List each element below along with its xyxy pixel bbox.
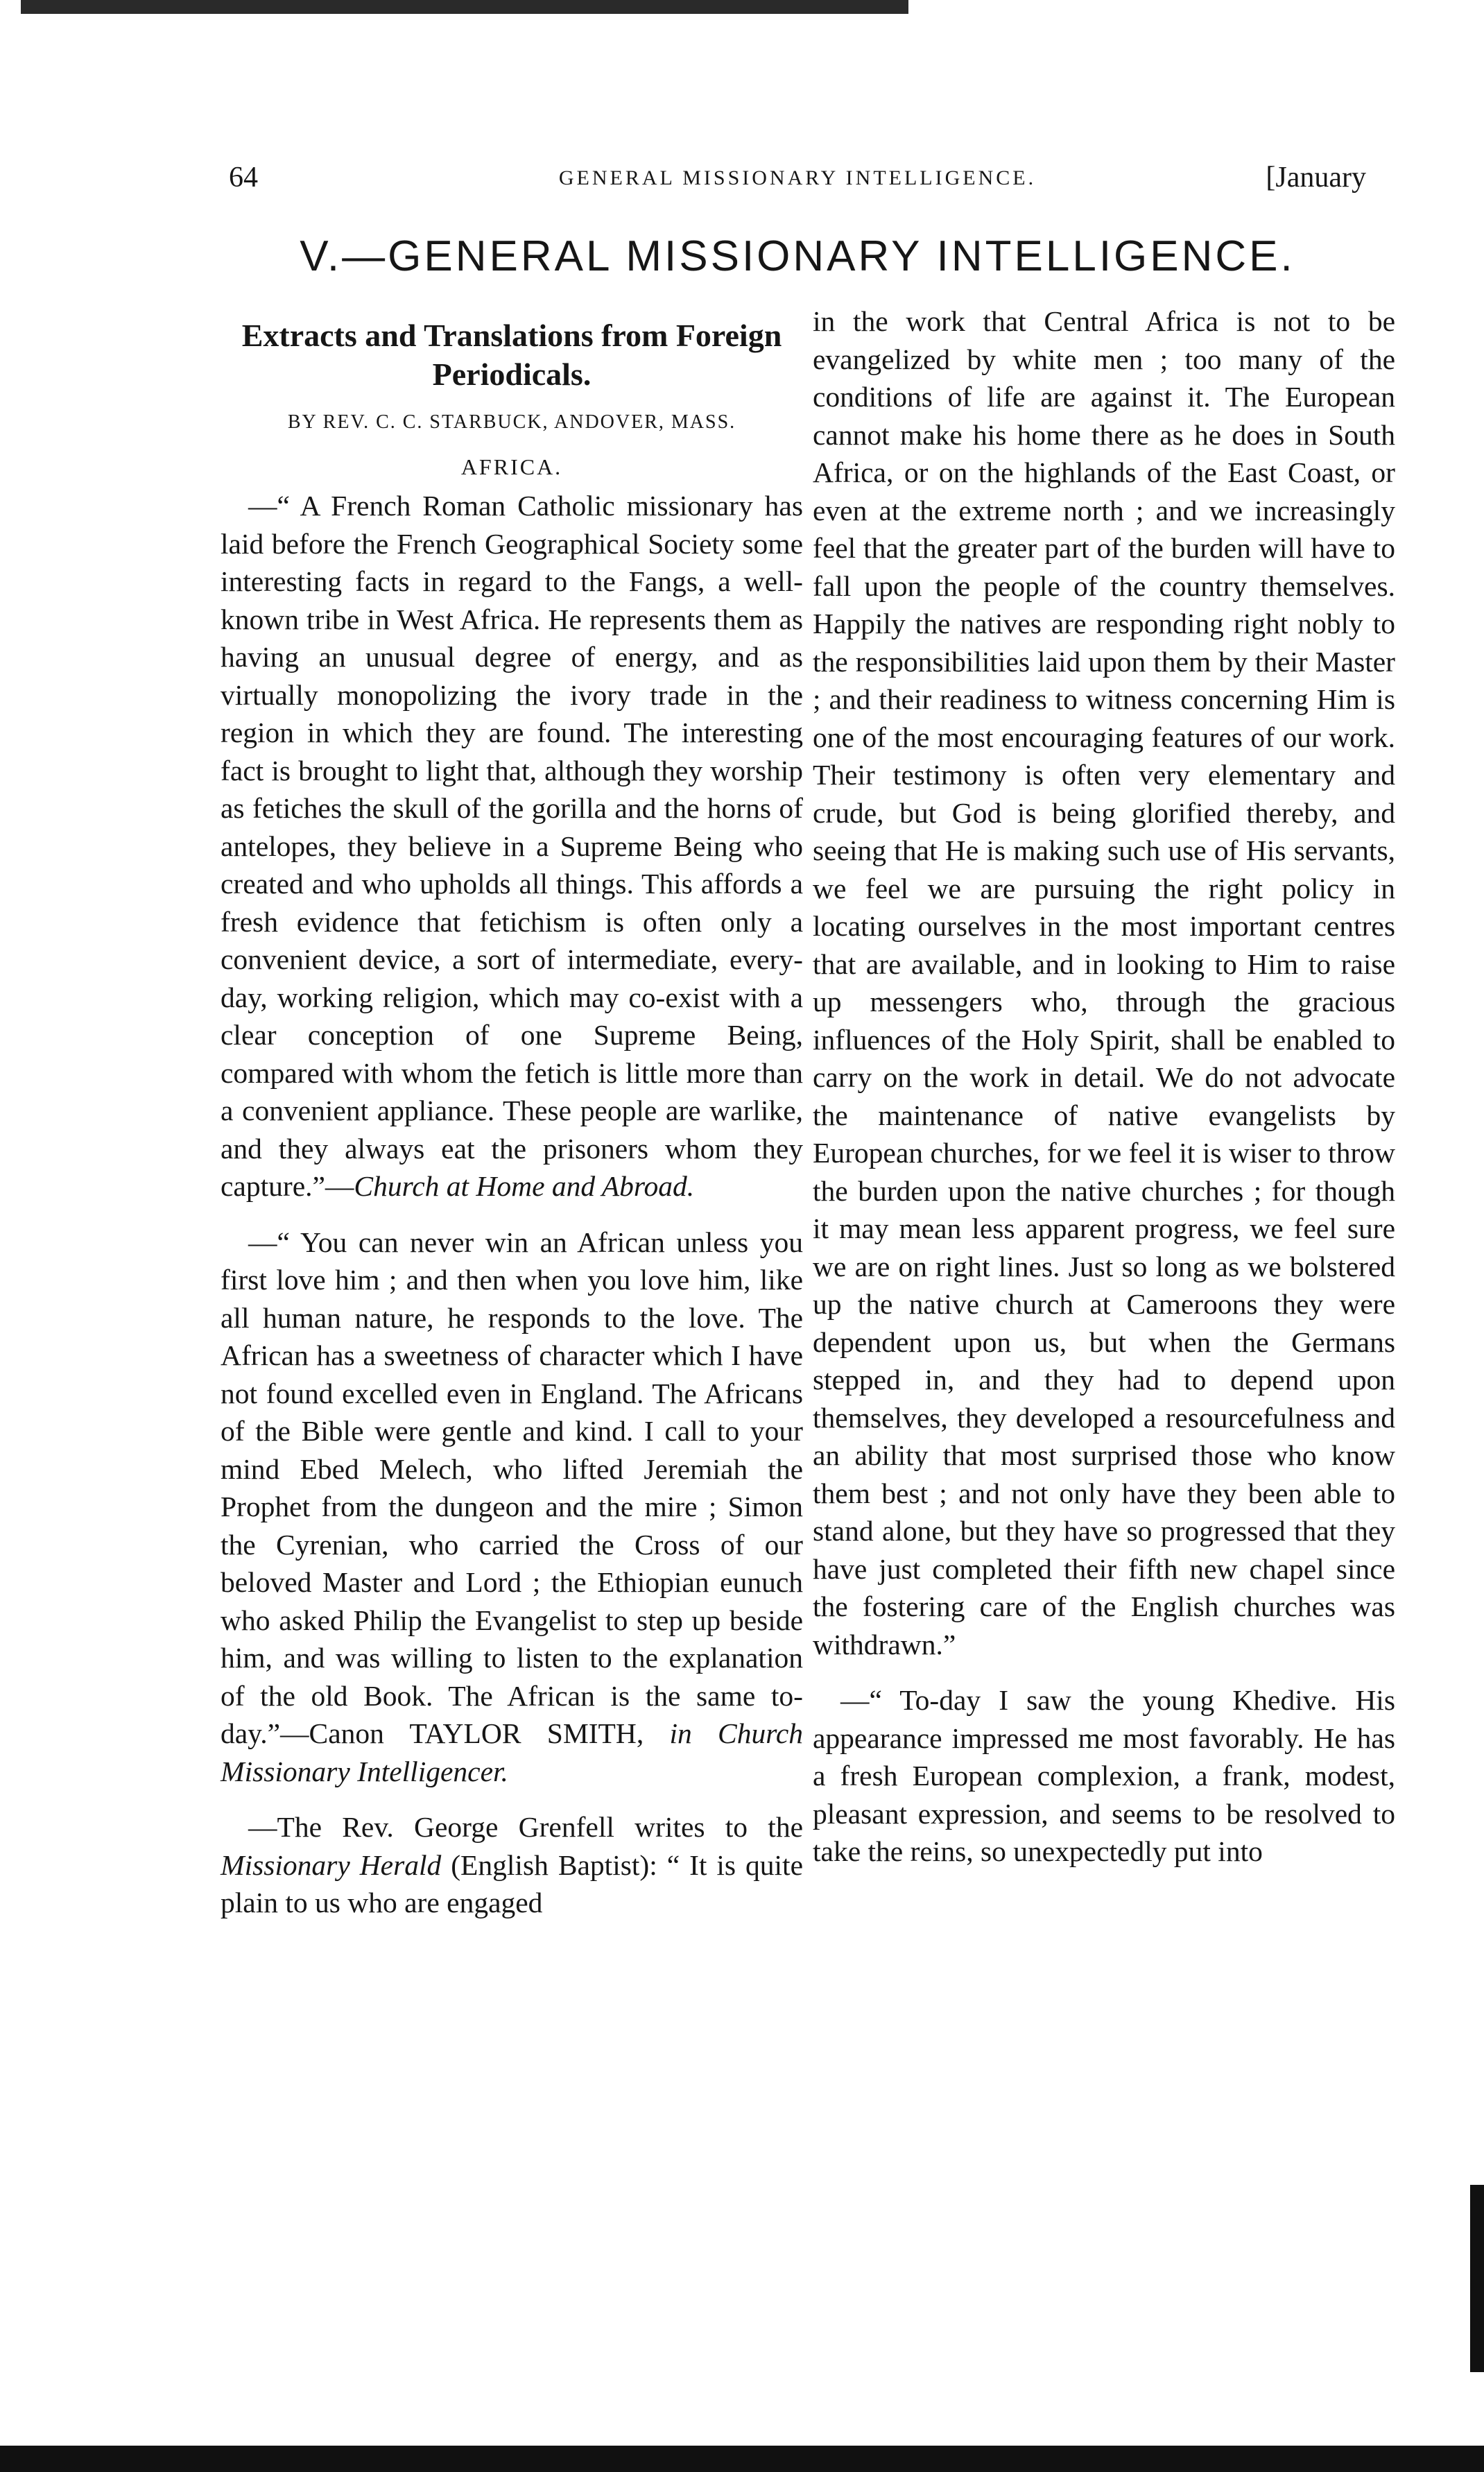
left-column xyxy=(221,302,803,1922)
periodical-name: Missionary Herald xyxy=(221,1848,442,1881)
paragraph-grenfell-continued: in the work that Central Africa is not to be evangelized by white men ; too many of the conditions of life are against it. The European cannot make his home there as he does in South Africa, or on the highlands of the East Coast, or even at the extreme north ; and we increasingly feel that the greater part of the burden will have to fall upon the people of the country themselves. Happily the natives are responding right nobly to the responsibilities laid upon them by their Master ; and their readiness to witness concerning Him is one of the most encouraging features of our work. Their testimony is often very elementary and crude, but God is being glorified thereby, and seeing that He is making such use of His servants, we feel we are pursuing the right policy in locating ourselves in the most important centres that are available, and in looking to Him to raise up messengers who, through the gracious influences of the Holy Spirit, shall be enabled to carry on the work in detail. We do not advocate the maintenance of native evangelists by European churches, for we feel it is wiser to throw the burden upon the native churches ; for though it may mean less apparent progress, we feel sure we are on right lines. Just so long as we bolstered up the native church at Cameroons they were dependent upon us, but when the Germans stepped in, and they had to depend upon themselves, they developed a resourcefulness and an ability that most surprised those who know them best ; and not only have they been able to stand alone, but they have so progressed that they have just completed their fifth new chapel since the fostering care of the English churches was withdrawn.” xyxy=(813,305,1395,1660)
issue-month: [January xyxy=(1266,162,1366,194)
section-title: V.—GENERAL MISSIONARY INTELLIGENCE. xyxy=(300,232,1295,280)
running-title: GENERAL MISSIONARY INTELLIGENCE. xyxy=(558,166,1037,189)
byline: BY REV. C. C. STARBUCK, ANDOVER, MASS. xyxy=(287,411,736,433)
paragraph-african-love xyxy=(221,1224,803,1791)
page-number: 64 xyxy=(229,162,258,194)
source-citation: in Church Missionary Intelligencer. xyxy=(221,1717,803,1787)
region-heading: AFRICA. xyxy=(460,454,563,479)
running-head xyxy=(229,161,1366,203)
article-heading: Extracts and Translations from Foreign Periodicals. xyxy=(241,318,782,392)
paragraph-grenfell-lead: —The Rev. George Grenfell writes to the xyxy=(248,1811,803,1843)
paragraph-khedive: —“ To-day I saw the young Khedive. His appearance impressed me most favorably. He has a fresh European complexion, a frank, modest, pleasant expression, and seems to be resolved to take the reins, so unexpectedly put into xyxy=(813,1684,1395,1867)
paragraph-grenfell-text: (English Baptist): “ It is quite plain to us who are engaged xyxy=(221,1848,803,1919)
top-scan-rule xyxy=(21,0,908,14)
source-citation: Church at Home and Abroad. xyxy=(354,1170,695,1202)
paragraph-fangs xyxy=(221,487,803,1205)
paragraph-african-love-text: —“ You can never win an African unless you first love him ; and then when you love him, like all human nature, he responds to the love. The African has a sweetness of character which I have not found excelled even in England. The Africans of the Bible were gentle and kind. I call to your mind Ebed Melech, who lifted Jeremiah the Prophet from the dungeon and the mire ; Simon the Cyrenian, who carried the Cross of our beloved Master and Lord ; the Ethiopian eunuch who asked Philip the Evangelist to step up beside him, and was willing to listen to the explanation of the old Book. The African is the same to-day.”—Canon TAYLOR SMITH, xyxy=(221,1226,803,1749)
paragraph-fangs-text: —“ A French Roman Catholic missionary has laid before the French Geographical Society some interesting facts in regard to the Fangs, a well-known tribe in West Africa. He represents them as having an unusual degree of energy, and as virtually monopolizing the ivory trade in the region in which they are found. The interesting fact is brought to light that, although they worship as fetiches the skull of the gorilla and the horns of antelopes, they believe in a Supreme Being who created and who upholds all things. This affords a fresh evidence that fetichism is often only a convenient device, a sort of intermediate, every-day, working religion, which may co-exist with a clear conception of one Supreme Being, compared with whom the fetich is little more than a convenient appliance. These people are warlike, and they always eat the prisoners whom they capture.”— xyxy=(221,490,803,1202)
right-column xyxy=(813,302,1395,1871)
bottom-scan-rule xyxy=(0,2446,1484,2472)
right-scan-edge xyxy=(1470,2185,1484,2372)
paragraph-grenfell xyxy=(221,1808,803,1922)
